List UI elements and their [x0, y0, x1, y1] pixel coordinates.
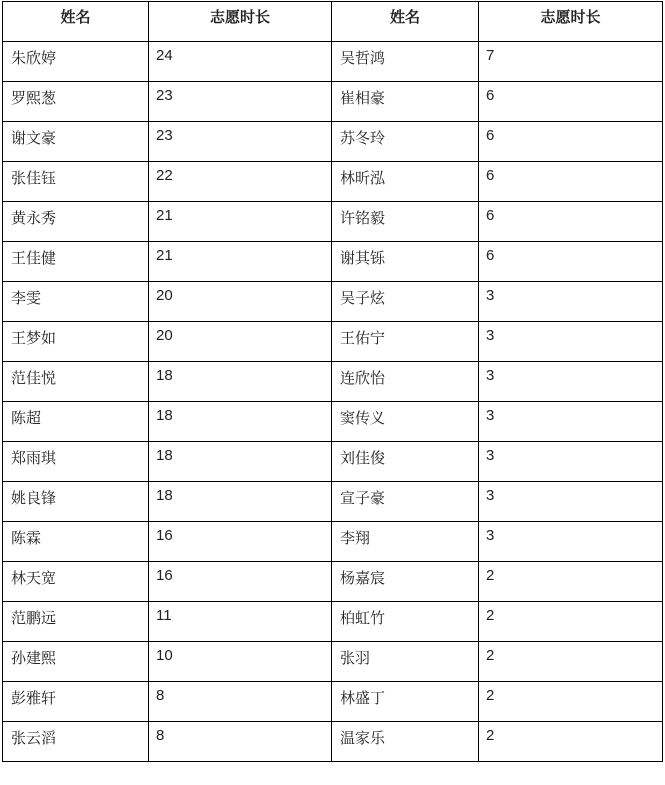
table-row	[3, 82, 663, 122]
name-left-cell: 谢文豪	[3, 122, 149, 162]
table-row	[3, 162, 663, 202]
name-right-cell: 林盛丁	[332, 682, 479, 722]
name-left-cell: 范鹏远	[3, 602, 149, 642]
name-left-cell: 黄永秀	[3, 202, 149, 242]
name-right-cell: 吴子炫	[332, 282, 479, 322]
name-left-cell: 姚良锋	[3, 482, 149, 522]
name-right-cell: 吴哲鸿	[332, 42, 479, 82]
name-right-cell: 窦传义	[332, 402, 479, 442]
hours-left-cell: 20	[149, 282, 332, 322]
name-right-cell: 连欣怡	[332, 362, 479, 402]
name-right-cell: 许铭毅	[332, 202, 479, 242]
hours-left-cell: 21	[149, 202, 332, 242]
table-row	[3, 202, 663, 242]
name-left-cell: 陈超	[3, 402, 149, 442]
header-name-right: 姓名	[332, 2, 479, 42]
hours-right-cell: 2	[479, 682, 663, 722]
hours-right-cell: 2	[479, 602, 663, 642]
table-row	[3, 122, 663, 162]
hours-left-cell: 18	[149, 402, 332, 442]
header-hours-left: 志愿时长	[149, 2, 332, 42]
name-right-cell: 刘佳俊	[332, 442, 479, 482]
hours-right-cell: 3	[479, 362, 663, 402]
hours-left-cell: 10	[149, 642, 332, 682]
name-right-cell: 李翔	[332, 522, 479, 562]
table-row	[3, 522, 663, 562]
hours-left-cell: 18	[149, 362, 332, 402]
table-row	[3, 442, 663, 482]
table-row	[3, 722, 663, 762]
hours-right-cell: 6	[479, 242, 663, 282]
name-left-cell: 林天宽	[3, 562, 149, 602]
name-right-cell: 苏冬玲	[332, 122, 479, 162]
hours-right-cell: 3	[479, 282, 663, 322]
header-name-left: 姓名	[3, 2, 149, 42]
hours-right-cell: 2	[479, 562, 663, 602]
hours-left-cell: 16	[149, 562, 332, 602]
name-left-cell: 张佳钰	[3, 162, 149, 202]
volunteer-hours-table	[2, 1, 663, 762]
name-right-cell: 林昕泓	[332, 162, 479, 202]
name-left-cell: 陈霖	[3, 522, 149, 562]
hours-right-cell: 6	[479, 202, 663, 242]
hours-right-cell: 3	[479, 482, 663, 522]
name-right-cell: 崔相豪	[332, 82, 479, 122]
hours-right-cell: 6	[479, 162, 663, 202]
name-right-cell: 张羽	[332, 642, 479, 682]
hours-right-cell: 3	[479, 402, 663, 442]
hours-left-cell: 24	[149, 42, 332, 82]
name-left-cell: 李雯	[3, 282, 149, 322]
name-left-cell: 郑雨琪	[3, 442, 149, 482]
name-left-cell: 彭雅轩	[3, 682, 149, 722]
name-left-cell: 范佳悦	[3, 362, 149, 402]
name-right-cell: 王佑宁	[332, 322, 479, 362]
table-row	[3, 242, 663, 282]
table-row	[3, 362, 663, 402]
hours-left-cell: 8	[149, 722, 332, 762]
table-row	[3, 282, 663, 322]
name-left-cell: 孙建熙	[3, 642, 149, 682]
table-row	[3, 322, 663, 362]
name-right-cell: 宣子豪	[332, 482, 479, 522]
table-row	[3, 682, 663, 722]
table-row	[3, 482, 663, 522]
hours-left-cell: 21	[149, 242, 332, 282]
name-left-cell: 朱欣婷	[3, 42, 149, 82]
hours-right-cell: 2	[479, 642, 663, 682]
name-left-cell: 罗熙葱	[3, 82, 149, 122]
name-right-cell: 谢其铄	[332, 242, 479, 282]
name-right-cell: 柏虹竹	[332, 602, 479, 642]
hours-left-cell: 22	[149, 162, 332, 202]
hours-left-cell: 23	[149, 122, 332, 162]
hours-right-cell: 3	[479, 522, 663, 562]
hours-left-cell: 16	[149, 522, 332, 562]
hours-right-cell: 6	[479, 82, 663, 122]
hours-left-cell: 20	[149, 322, 332, 362]
table-row	[3, 562, 663, 602]
header-hours-right: 志愿时长	[479, 2, 663, 42]
name-right-cell: 温家乐	[332, 722, 479, 762]
table-row	[3, 42, 663, 82]
hours-right-cell: 6	[479, 122, 663, 162]
table-row	[3, 402, 663, 442]
hours-left-cell: 8	[149, 682, 332, 722]
hours-left-cell: 11	[149, 602, 332, 642]
name-left-cell: 张云滔	[3, 722, 149, 762]
table-row	[3, 602, 663, 642]
hours-right-cell: 3	[479, 322, 663, 362]
table-row	[3, 642, 663, 682]
hours-left-cell: 23	[149, 82, 332, 122]
header-row	[3, 2, 663, 42]
hours-right-cell: 3	[479, 442, 663, 482]
name-left-cell: 王梦如	[3, 322, 149, 362]
name-right-cell: 杨嘉宸	[332, 562, 479, 602]
table-body	[3, 42, 663, 762]
hours-right-cell: 2	[479, 722, 663, 762]
hours-left-cell: 18	[149, 442, 332, 482]
name-left-cell: 王佳健	[3, 242, 149, 282]
hours-right-cell: 7	[479, 42, 663, 82]
hours-left-cell: 18	[149, 482, 332, 522]
